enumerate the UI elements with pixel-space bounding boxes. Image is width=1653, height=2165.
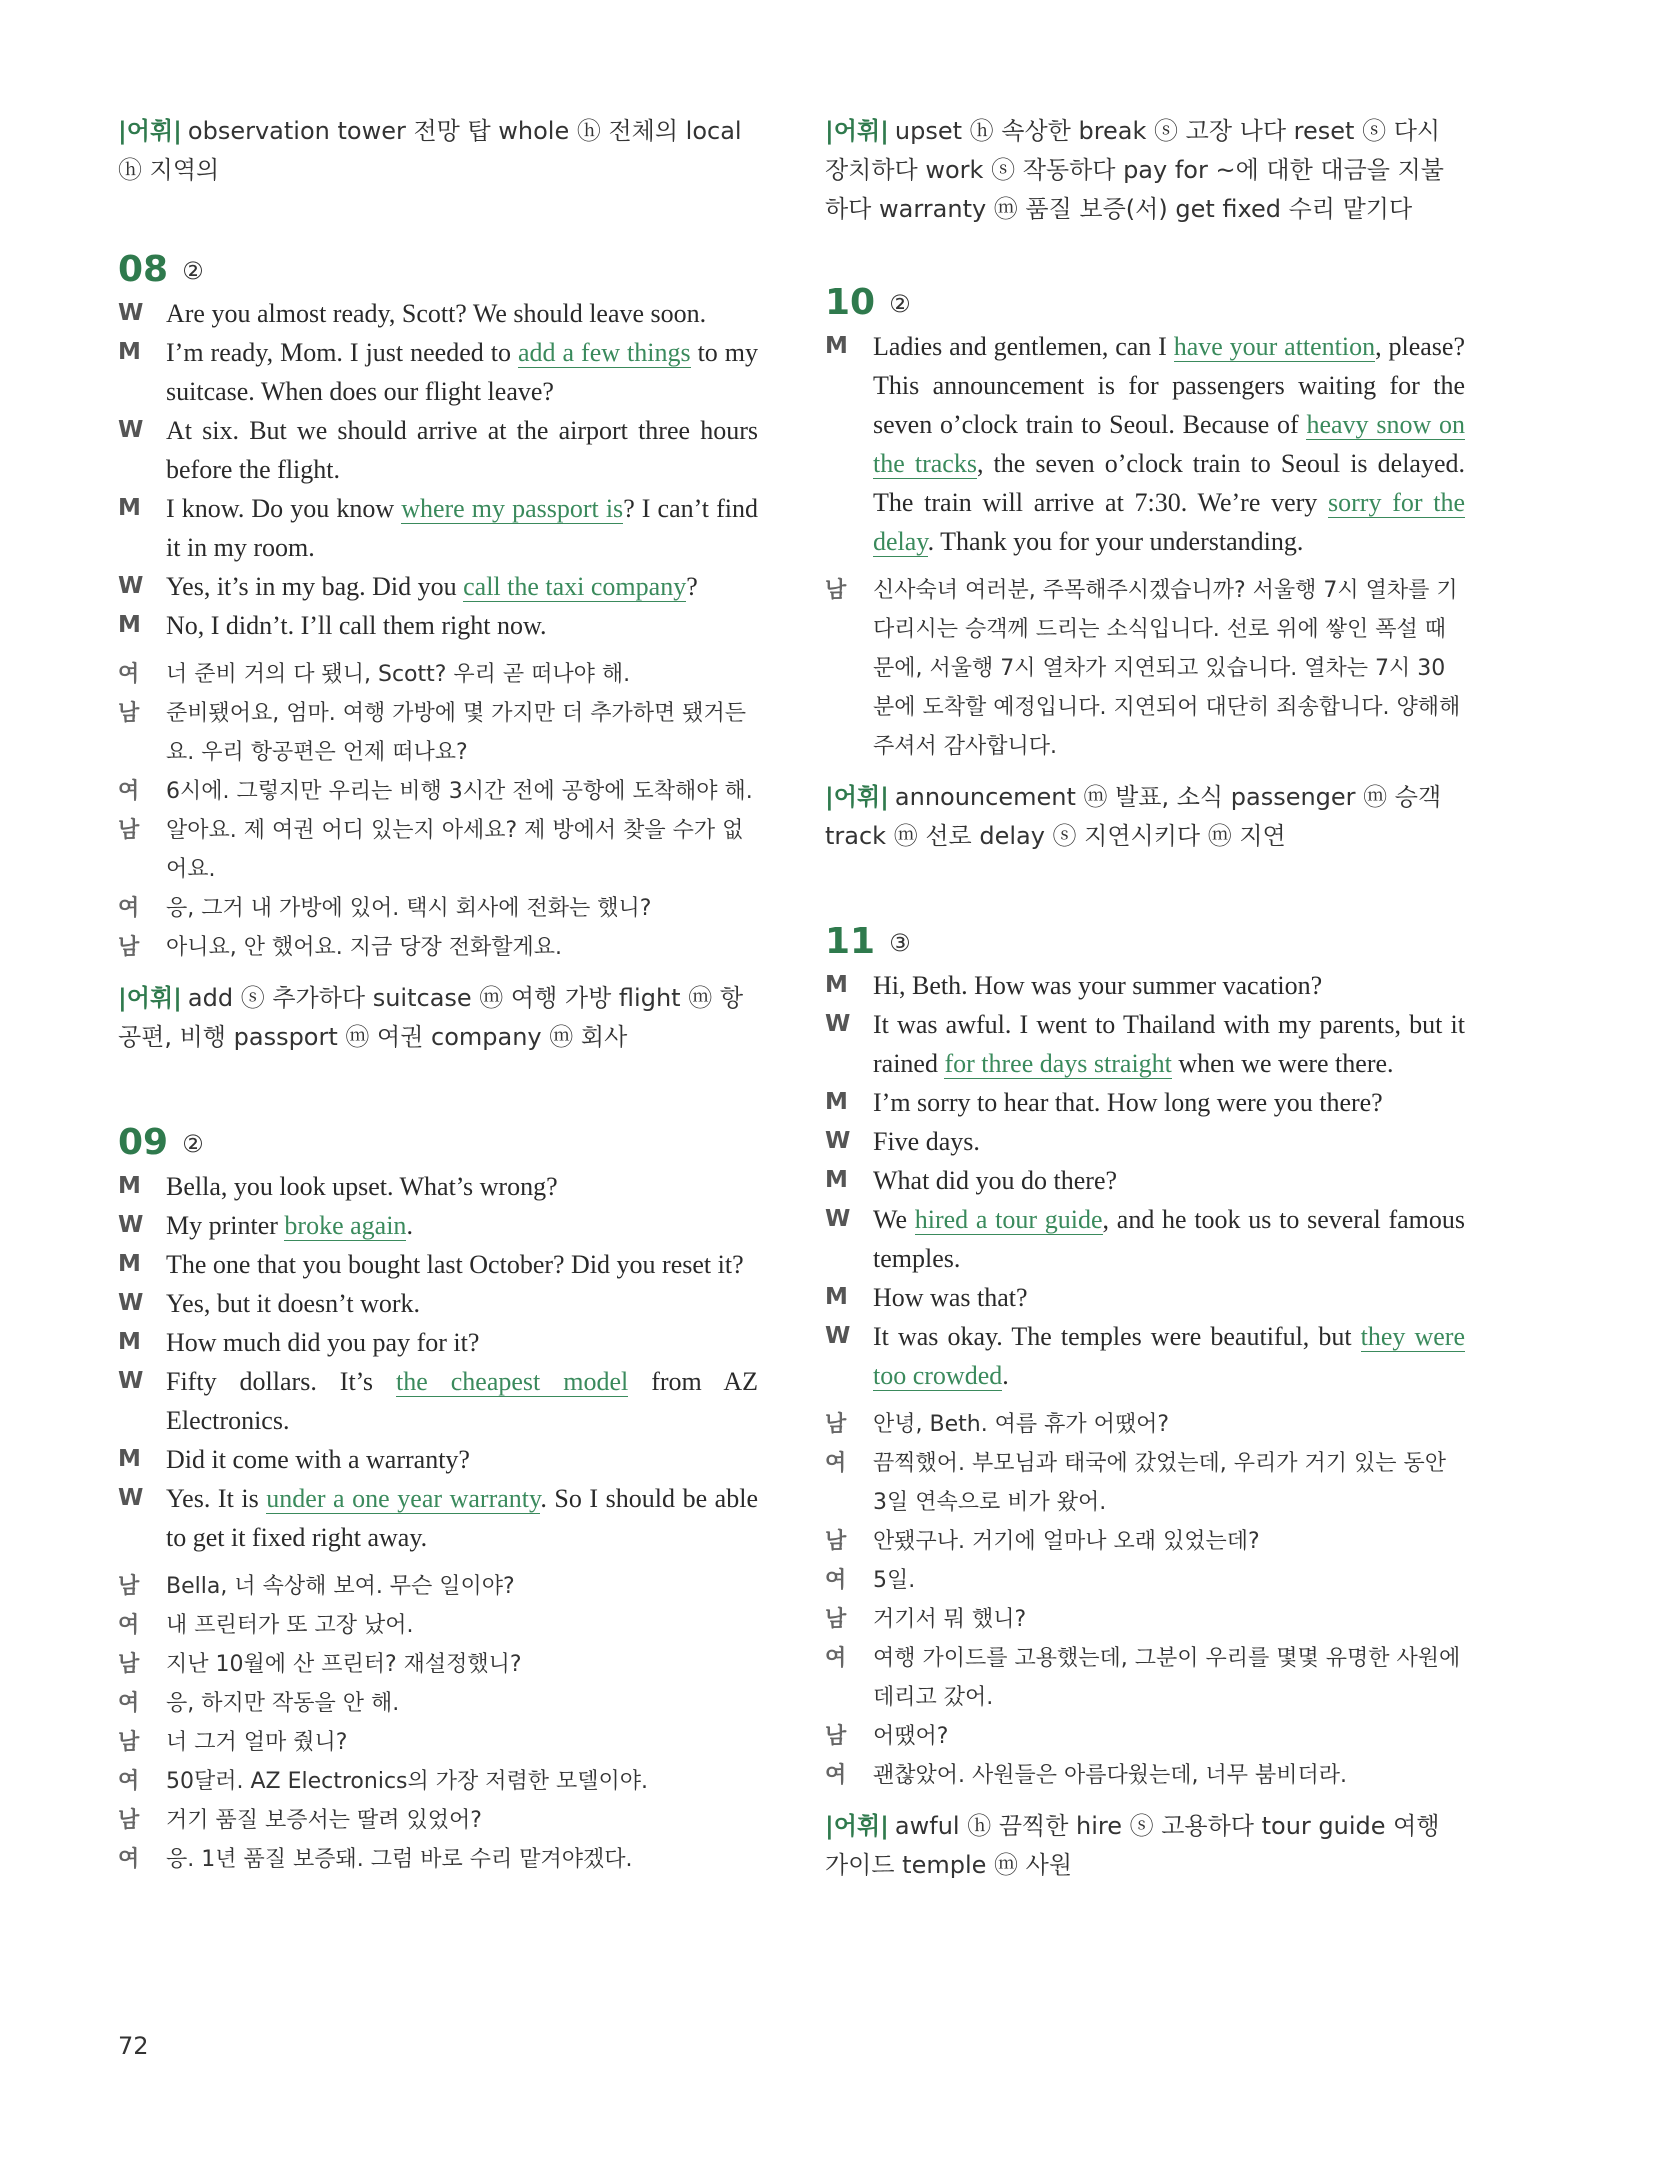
dialogue-line <box>118 1440 758 1479</box>
vocab-text: awful ⓗ 끔찍한 hire ⓢ 고용하다 tour guide 여행 가이드 temple ⓜ 사원 <box>825 1812 1440 1879</box>
dialogue-text <box>873 1122 1465 1161</box>
vocab-text: add ⓢ 추가하다 suitcase ⓜ 여행 가방 flight ⓜ 항공편, 비행 passport ⓜ 여권 company ⓜ 회사 <box>118 984 744 1051</box>
dialogue-text <box>873 1005 1465 1083</box>
text-segment: I’m sorry to hear that. How long were you there? <box>873 1088 1383 1117</box>
translation-text: 아니요, 안 했어요. 지금 당장 전화할게요. <box>166 935 562 960</box>
text-segment: Did it come with a warranty? <box>166 1445 470 1474</box>
dialogue-text <box>873 327 1465 561</box>
translation-line <box>118 811 758 889</box>
dialogue-line <box>118 1167 758 1206</box>
translation-line <box>825 1405 1465 1444</box>
dialogue-line <box>118 606 758 645</box>
vocab-box <box>825 778 1465 856</box>
text-segment: when we were there. <box>1171 1049 1394 1078</box>
dialogue-line <box>118 489 758 567</box>
question-11 <box>825 918 1465 1885</box>
text-segment: ? I can’t find it in my room. <box>166 494 758 562</box>
text-segment: to my suitcase. When does our flight leave? <box>166 338 759 406</box>
translation-line <box>825 1600 1465 1639</box>
speaker-label: 여 <box>825 1763 847 1788</box>
translation-text: 안됐구나. 거기에 얼마나 오래 있었는데? <box>873 1529 1260 1554</box>
vocab-box <box>825 1807 1465 1885</box>
text-segment: , please? This announcement is for passengers waiting for the seven o’clock train to Seoul. Because of <box>873 332 1465 439</box>
speaker-label: W <box>118 417 144 443</box>
speaker-label: W <box>825 1323 851 1349</box>
text-segment: How much did you pay for it? <box>166 1328 480 1357</box>
text-segment: It was awful. I went to Thailand with my parents, but it rained <box>873 1010 1465 1078</box>
translation-text: 너 그거 얼마 줬니? <box>166 1730 348 1755</box>
dialogue-text <box>166 489 758 567</box>
vocab-label: |어휘| <box>825 1812 889 1840</box>
speaker-label: 남 <box>825 1724 847 1749</box>
dialogue-line <box>825 1317 1465 1395</box>
dialogue-text <box>873 1317 1465 1395</box>
dialogue-line <box>825 1278 1465 1317</box>
speaker-label: W <box>118 1290 144 1316</box>
dialogue-line <box>825 327 1465 561</box>
text-segment: What did you do there? <box>873 1166 1118 1195</box>
highlighted-answer: where my passport is <box>401 494 624 523</box>
translation-line <box>118 928 758 967</box>
text-segment: The one that you bought last October? Did you reset it? <box>166 1250 744 1279</box>
vocab-box <box>118 112 758 190</box>
vocab-text: observation tower 전망 탑 whole ⓗ 전체의 local ⓗ 지역의 <box>118 117 742 184</box>
dialogue-text <box>166 1362 758 1440</box>
highlighted-answer: hired a tour guide <box>914 1205 1103 1234</box>
dialogue-text <box>166 294 758 333</box>
translation-line <box>118 694 758 772</box>
translation-text: 여행 가이드를 고용했는데, 그분이 우리를 몇몇 유명한 사원에 데리고 갔어. <box>873 1646 1461 1710</box>
dialogue-text <box>873 966 1465 1005</box>
dialogue-text <box>166 1323 758 1362</box>
highlighted-answer: they were too crowded <box>873 1322 1465 1390</box>
dialogue-text <box>166 1206 758 1245</box>
translation-line <box>825 1522 1465 1561</box>
korean-translation <box>825 1405 1465 1795</box>
translation-line <box>118 1762 758 1801</box>
question-08 <box>118 246 758 1057</box>
speaker-label: 여 <box>825 1568 847 1593</box>
text-segment: My printer <box>166 1211 285 1240</box>
speaker-label: W <box>118 1368 144 1394</box>
highlighted-answer: the cheapest model <box>396 1367 629 1396</box>
speaker-label: M <box>825 333 848 359</box>
dialogue-text <box>166 1167 758 1206</box>
text-segment: . <box>1002 1361 1009 1390</box>
answer-mark: ② <box>889 290 911 318</box>
text-segment: I’m ready, Mom. I just needed to <box>166 338 518 367</box>
vocab-text: announcement ⓜ 발표, 소식 passenger ⓜ 승객 track ⓜ 선로 delay ⓢ 지연시키다 ⓜ 지연 <box>825 783 1442 850</box>
english-dialogue <box>825 327 1465 561</box>
translation-text: 신사숙녀 여러분, 주목해주시겠습니까? 서울행 7시 열차를 기다리시는 승객께 드리는 소식입니다. 선로 위에 쌓인 폭설 때문에, 서울행 7시 열차가 지연되고 있습니다. 열차는 7시 30분에 도착할 예정입니다. 지연되어 대단히 죄송합니다. 양해해 주셔서 감사합니다. <box>873 578 1461 759</box>
dialogue-text <box>873 1200 1465 1278</box>
translation-line <box>118 1645 758 1684</box>
left-column <box>118 112 758 1879</box>
translation-text: 응, 그거 내 가방에 있어. 택시 회사에 전화는 했니? <box>166 896 652 921</box>
highlighted-answer: broke again <box>284 1211 407 1240</box>
dialogue-line <box>825 1122 1465 1161</box>
vocab-label: |어휘| <box>825 783 889 811</box>
page-number: 72 <box>118 2032 149 2060</box>
korean-translation <box>118 655 758 967</box>
translation-line <box>825 1639 1465 1717</box>
translation-line <box>118 1606 758 1645</box>
highlighted-answer: add a few things <box>517 338 691 367</box>
dialogue-line <box>118 567 758 606</box>
translation-line <box>118 1723 758 1762</box>
text-segment: We <box>873 1205 915 1234</box>
dialogue-line <box>825 966 1465 1005</box>
speaker-label: 여 <box>825 1646 847 1671</box>
speaker-label: M <box>825 1089 848 1115</box>
text-segment: . <box>406 1211 413 1240</box>
text-segment: Hi, Beth. How was your summer vacation? <box>873 971 1323 1000</box>
dialogue-text <box>166 1245 758 1284</box>
speaker-label: M <box>118 612 141 638</box>
speaker-label: W <box>118 1485 144 1511</box>
answer-mark: ② <box>182 257 204 285</box>
question-10 <box>825 279 1465 856</box>
speaker-label: M <box>118 1251 141 1277</box>
vocab-text: upset ⓗ 속상한 break ⓢ 고장 나다 reset ⓢ 다시 장치하다 work ⓢ 작동하다 pay for ~에 대한 대금을 지불하다 warranty ⓜ 품질 보증(서) get fixed 수리 맡기다 <box>825 117 1444 223</box>
dialogue-line <box>825 1083 1465 1122</box>
text-segment: , and he took us to several famous temples. <box>873 1205 1465 1273</box>
translation-text: 응, 하지만 작동을 안 해. <box>166 1691 400 1716</box>
dialogue-line <box>118 294 758 333</box>
dialogue-text <box>166 1479 758 1557</box>
speaker-label: M <box>118 1173 141 1199</box>
speaker-label: M <box>118 1329 141 1355</box>
translation-line <box>118 655 758 694</box>
answer-mark: ③ <box>889 929 911 957</box>
speaker-label: W <box>825 1128 851 1154</box>
dialogue-line <box>118 1284 758 1323</box>
translation-line <box>825 1756 1465 1795</box>
speaker-label: 여 <box>118 1847 140 1872</box>
dialogue-text <box>166 567 758 606</box>
translation-line <box>118 1801 758 1840</box>
speaker-label: M <box>825 972 848 998</box>
dialogue-text <box>166 411 758 489</box>
question-number: 11 ③ <box>825 921 911 962</box>
speaker-label: 여 <box>118 779 140 804</box>
vocab-label: |어휘| <box>118 117 182 145</box>
speaker-label: 여 <box>118 1691 140 1716</box>
dialogue-line <box>118 1245 758 1284</box>
right-column <box>825 112 1465 1885</box>
speaker-label: W <box>825 1206 851 1232</box>
text-segment: Five days. <box>873 1127 980 1156</box>
text-segment: Yes, it’s in my bag. Did you <box>166 572 464 601</box>
speaker-label: M <box>118 495 141 521</box>
text-segment: , the seven o’clock train to Seoul is delayed. The train will arrive at 7:30. We’re very <box>873 449 1466 517</box>
text-segment: How was that? <box>873 1283 1028 1312</box>
vocab-label: |어휘| <box>825 117 889 145</box>
vocab-box <box>118 979 758 1057</box>
korean-translation <box>825 571 1465 766</box>
text-segment: Yes. It is <box>166 1484 267 1513</box>
text-segment: It was okay. The temples were beautiful, but <box>873 1322 1361 1351</box>
speaker-label: 남 <box>825 1529 847 1554</box>
answer-mark: ② <box>182 1130 204 1158</box>
speaker-label: 남 <box>118 1730 140 1755</box>
text-segment: . So I should be able to get it fixed right away. <box>166 1484 758 1552</box>
text-segment: from AZ Electronics. <box>166 1367 758 1435</box>
speaker-label: 남 <box>825 578 847 603</box>
speaker-label: 남 <box>825 1607 847 1632</box>
question-number: 08 ② <box>118 249 204 290</box>
translation-text: 알아요. 제 여권 어디 있는지 아세요? 제 방에서 찾을 수가 없어요. <box>166 818 744 882</box>
dialogue-text <box>166 1284 758 1323</box>
speaker-label: M <box>825 1167 848 1193</box>
dialogue-line <box>118 1479 758 1557</box>
translation-line <box>118 1684 758 1723</box>
highlighted-answer: call the taxi company <box>463 572 687 601</box>
vocab-box <box>825 112 1465 229</box>
korean-translation <box>118 1567 758 1879</box>
dialogue-line <box>118 411 758 489</box>
translation-text: 거기서 뭐 했니? <box>873 1607 1027 1632</box>
text-segment: Fifty dollars. It’s <box>166 1367 397 1396</box>
text-segment: . Thank you for your understanding. <box>927 527 1304 556</box>
question-09 <box>118 1119 758 1879</box>
dialogue-text <box>873 1083 1465 1122</box>
translation-line <box>118 889 758 928</box>
text-segment: Bella, you look upset. What’s wrong? <box>166 1172 558 1201</box>
speaker-label: 남 <box>118 935 140 960</box>
speaker-label: 남 <box>118 701 140 726</box>
vocab-label: |어휘| <box>118 984 182 1012</box>
translation-line <box>825 1444 1465 1522</box>
speaker-label: M <box>118 1446 141 1472</box>
translation-line <box>825 571 1465 766</box>
speaker-label: W <box>825 1011 851 1037</box>
translation-text: 내 프린터가 또 고장 났어. <box>166 1613 414 1638</box>
text-segment: At six. But we should arrive at the airport three hours before the flight. <box>166 416 758 484</box>
highlighted-answer: under a one year warranty <box>266 1484 541 1513</box>
speaker-label: 여 <box>118 1769 140 1794</box>
translation-line <box>118 1840 758 1879</box>
speaker-label: W <box>118 300 144 326</box>
highlighted-answer: have your attention <box>1173 332 1376 361</box>
dialogue-line <box>118 1206 758 1245</box>
speaker-label: 여 <box>825 1451 847 1476</box>
translation-line <box>118 772 758 811</box>
dialogue-text <box>873 1278 1465 1317</box>
dialogue-text <box>166 333 758 411</box>
dialogue-text <box>166 606 758 645</box>
speaker-label: 남 <box>118 818 140 843</box>
translation-text: Bella, 너 속상해 보여. 무슨 일이야? <box>166 1574 515 1599</box>
question-number: 09 ② <box>118 1122 204 1163</box>
speaker-label: 남 <box>118 1574 140 1599</box>
speaker-label: 여 <box>118 662 140 687</box>
translation-text: 어땠어? <box>873 1724 949 1749</box>
translation-text: 너 준비 거의 다 됐니, Scott? 우리 곧 떠나야 해. <box>166 662 631 687</box>
english-dialogue <box>118 294 758 645</box>
translation-line <box>825 1717 1465 1756</box>
translation-text: 괜찮았어. 사원들은 아름다웠는데, 너무 붐비더라. <box>873 1763 1347 1788</box>
speaker-label: W <box>118 573 144 599</box>
dialogue-line <box>825 1200 1465 1278</box>
text-segment: Ladies and gentlemen, can I <box>873 332 1174 361</box>
speaker-label: 여 <box>118 896 140 921</box>
translation-text: 응. 1년 품질 보증돼. 그럼 바로 수리 맡겨야겠다. <box>166 1847 633 1872</box>
dialogue-line <box>825 1161 1465 1200</box>
translation-line <box>118 1567 758 1606</box>
dialogue-line <box>118 333 758 411</box>
translation-text: 50달러. AZ Electronics의 가장 저렴한 모델이야. <box>166 1769 648 1794</box>
translation-text: 5일. <box>873 1568 916 1593</box>
text-segment: Are you almost ready, Scott? We should leave soon. <box>166 299 707 328</box>
highlighted-answer: heavy snow on the tracks <box>873 410 1465 478</box>
speaker-label: M <box>825 1284 848 1310</box>
dialogue-line <box>825 1005 1465 1083</box>
dialogue-line <box>118 1362 758 1440</box>
highlighted-answer: sorry for the delay <box>873 488 1465 556</box>
translation-text: 거기 품질 보증서는 딸려 있었어? <box>166 1808 482 1833</box>
highlighted-answer: for three days straight <box>944 1049 1172 1078</box>
translation-line <box>825 1561 1465 1600</box>
speaker-label: 남 <box>118 1808 140 1833</box>
text-segment: I know. Do you know <box>166 494 402 523</box>
question-number: 10 ② <box>825 282 911 323</box>
translation-text: 6시에. 그렇지만 우리는 비행 3시간 전에 공항에 도착해야 해. <box>166 779 753 804</box>
translation-text: 안녕, Beth. 여름 휴가 어땠어? <box>873 1412 1170 1437</box>
speaker-label: 남 <box>825 1412 847 1437</box>
speaker-label: W <box>118 1212 144 1238</box>
dialogue-line <box>118 1323 758 1362</box>
english-dialogue <box>118 1167 758 1557</box>
text-segment: ? <box>686 572 698 601</box>
translation-text: 끔찍했어. 부모님과 태국에 갔었는데, 우리가 거기 있는 동안 3일 연속으로 비가 왔어. <box>873 1451 1446 1515</box>
translation-text: 준비됐어요, 엄마. 여행 가방에 몇 가지만 더 추가하면 됐거든요. 우리 항공편은 언제 떠나요? <box>166 701 746 765</box>
text-segment: Yes, but it doesn’t work. <box>166 1289 421 1318</box>
dialogue-text <box>873 1161 1465 1200</box>
speaker-label: M <box>118 339 141 365</box>
english-dialogue <box>825 966 1465 1395</box>
speaker-label: 남 <box>118 1652 140 1677</box>
speaker-label: 여 <box>118 1613 140 1638</box>
dialogue-text <box>166 1440 758 1479</box>
translation-text: 지난 10월에 산 프린터? 재설정했니? <box>166 1652 522 1677</box>
text-segment: No, I didn’t. I’ll call them right now. <box>166 611 547 640</box>
